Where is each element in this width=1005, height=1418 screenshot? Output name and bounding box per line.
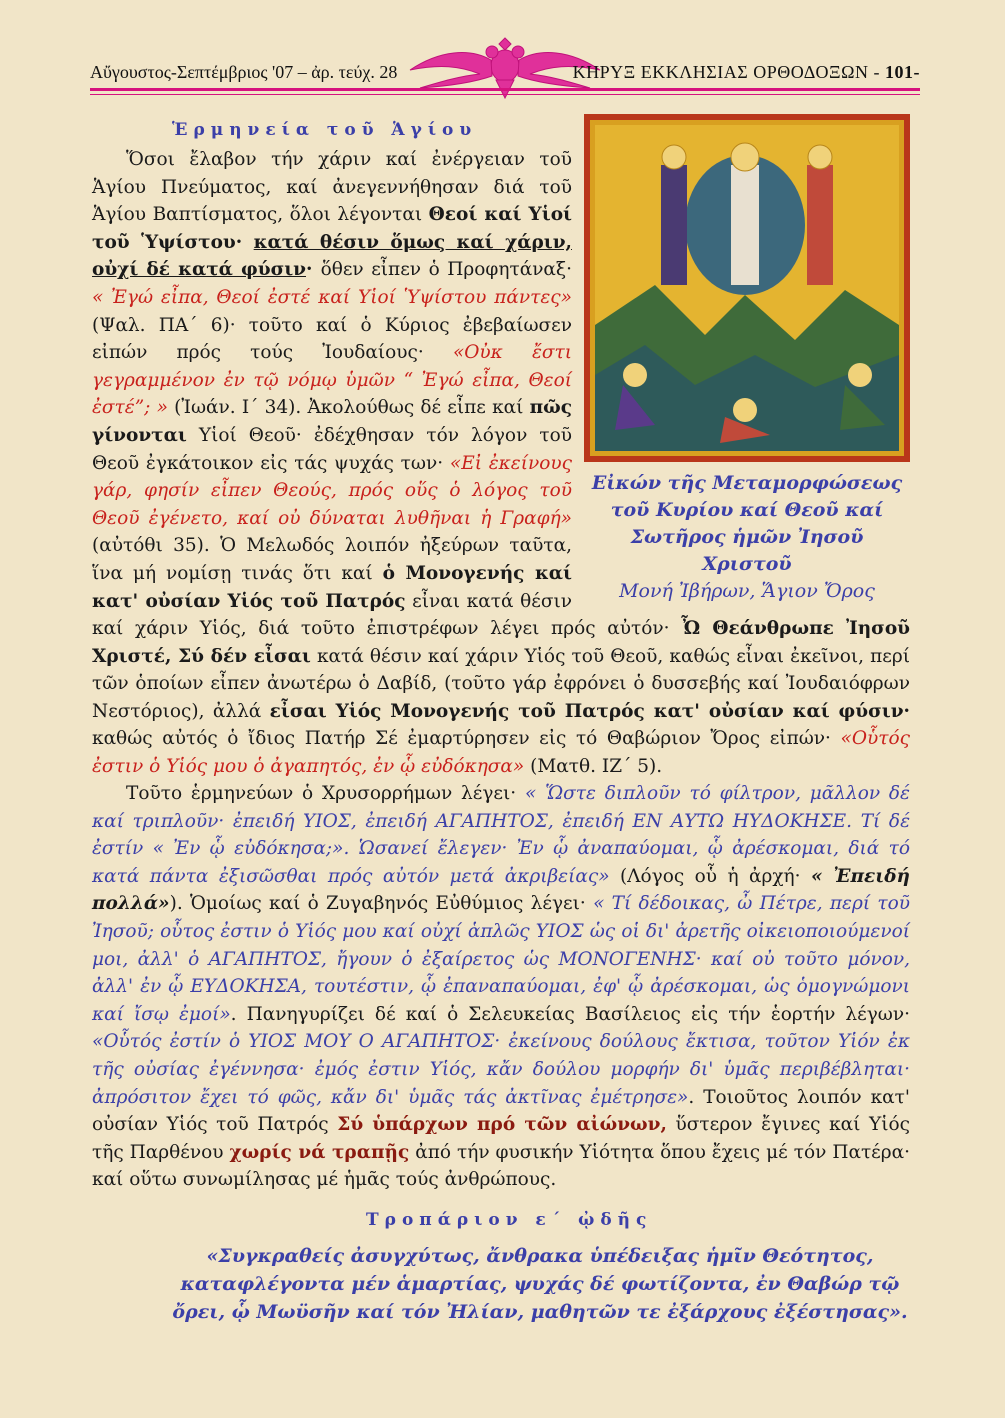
p2-text-1: Τοῦτο ἑρμηνεύων ὁ Χρυσορρήμων λέγει·	[126, 783, 525, 804]
p1-quote-4: «Οὗτός ἐστιν ὁ Υἱός μου ὁ ἀγαπητός, ἐν ᾧ εὐδόκησα»	[92, 728, 910, 778]
p1-text-2: ὅθεν εἶπεν ὁ Προφητάναξ·	[320, 259, 572, 281]
paragraph-2	[92, 780, 910, 1194]
p1-text-6: (αὐτόθι 35). Ὁ Μελωδός λοιπόν ἠξεύρων ταῦτα, ἵνα μή νομίσῃ τινάς ὅτι καί	[92, 535, 572, 584]
p1-bold-1: Θεοί καί Υἱοί τοῦ Ὑψίστου·	[92, 204, 572, 253]
p1-text-4: (Ἰωάν. Ι΄ 34). Ἀκολούθως δέ εἶπε καί	[167, 397, 530, 419]
journal-name: ΚΗΡΥΞ ΕΚΚΛΗΣΙΑΣ ΟΡΘΟΔΟΞΩΝ -	[572, 62, 880, 82]
p1-text-8: κατά θέσιν καί χάριν Υἱός τοῦ Θεοῦ, καθώς εἶναι ἐκεῖνοι, περί τῶν ὁποίων εἶπεν ἀνωτέρω ὁ Δαβίδ, (τοῦτο γάρ ἐφρόνει ὁ δυσσεβής καί Ἰουδαιόφρων Νεστόριος), ἀλλά	[92, 645, 910, 722]
troparion-text: «Συγκραθείς ἀσυγχύτως, ἄνθρακα ὑπέδειξας ἡμῖν Θεότητος, καταφλέγοντα μέν ἁμαρτίας, ψυχάς δέ φωτίζοντα, ἐν Θαβώρ τῷ ὄρει, ᾧ Μωϋσῆν καί τόν Ἠλίαν, μαθητῶν τε ἐξάρχους ἐξέστησας».	[172, 1245, 908, 1323]
p1-bold-6: εἶσαι Υἱός Μονογενής τοῦ Πατρός κατ' οὐσίαν καί φύσιν·	[269, 700, 910, 722]
p2-bold-1: « Ἐπειδή πολλά»	[92, 865, 910, 915]
p2-text-2: (Λόγος οὗ ἡ ἀρχή·	[609, 865, 811, 887]
p1-text-3: (Ψαλ. ΠΑ΄ 6)· τοῦτο καί ὁ Κύριος ἐβεβαίωσεν εἰπών πρός τούς Ἰουδαίους·	[92, 314, 572, 364]
journal-title	[573, 62, 920, 83]
p2-quote-basil: «Οὗτός ἐστίν ὁ ΥΙΟΣ ΜΟΥ Ο ΑΓΑΠΗΤΟΣ· ἐκείνους δούλους ἔκτισα, τοῦτον Υἱόν ἐκ τῆς οὐσίας ἐγέννησα· ἐμός ἐστιν Υἱός, κἄν δούλου μορφήν δι' ὑμᾶς περιβέβληται· ἀπρόσιτον ἔχει τό φῶς, κἄν δι' ὑμᾶς τάς ἀκτῖνας ἐμέτρησε»	[92, 1031, 910, 1108]
p1-text-9: καθώς αὐτός ὁ ἴδιος Πατήρ Σέ ἐμαρτύρησεν εἰς τό Θαβώριον Ὄρος εἰπών·	[92, 728, 841, 750]
p2-text-6: ὕστερον ἔγινες καί Υἱός τῆς Παρθένου	[92, 1114, 910, 1163]
p2-hymn-phrase-2: χωρίς νά τραπῇς	[229, 1141, 410, 1163]
p1-bold-5: Ὦ Θεάνθρωπε Ἰησοῦ Χριστέ, Σύ δέν εἶσαι	[92, 618, 910, 667]
p1-text-1: Ὅσοι ἔλαβον τήν χάριν καί ἐνέργειαν τοῦ Ἁγίου Πνεύματος, καί ἀνεγεννήθησαν διά τοῦ Ἁγίου Βαπτίσματος, ὅλοι λέγονται	[92, 149, 572, 226]
caption-line-1: Εἰκών τῆς Μεταμορφώσεως	[591, 472, 903, 494]
p1-text-7: εἶναι κατά θέσιν καί χάριν Υἱός, διά τοῦτο ἐπιστρέφων λέγει πρός αὐτόν·	[92, 590, 682, 640]
p1-quote-1: « Ἐγώ εἶπα, Θεοί ἐστέ καί Υἱοί Ὑψίστου πάντες»	[92, 286, 572, 308]
p1-text-5: Υἱοί Θεοῦ· ἐδέχθησαν τόν λόγον τοῦ Θεοῦ ἐγκάτοικον εἰς τάς ψυχάς των·	[92, 424, 572, 474]
p2-text-5: . Τοιοῦτος λοιπόν κατ' οὐσίαν Υἱός τοῦ Πατρός	[92, 1086, 910, 1136]
p2-quote-zygabenos: « Τί δέδοικας, ὦ Πέτρε, περί τοῦ Ἰησοῦ; οὗτος ἐστιν ὁ Υἱός μου καί οὐχί ἁπλῶς ΥΙΟΣ ὡς οἱ δι' ἀρετῆς οἰκειοποιούμενοί μοι, ἀλλ' ὁ ΑΓΑΠΗΤΟΣ, ἤγουν ὁ ἐξαίρετος ὡς ΜΟΝΟΓΕΝΗΣ· καί οὐ τοῦτο μόνον, ἀλλ' ἐν ᾧ ΕΥΔΟΚΗΣΑ, τουτέστιν, ᾧ ἐπαναπαύομαι, ἐφ' ᾧ ἀρέσκομαι, ὡς ὁμογνώμονι καί ἴσῳ ἐμοί»	[92, 893, 911, 1025]
p1-bold-3: πῶς γίνονται	[92, 397, 572, 446]
caption-line-2: τοῦ Κυρίου καί Θεοῦ καί	[610, 499, 884, 521]
header-rule	[90, 88, 920, 91]
p1-underlined-1: κατά θέσιν ὅμως καί χάριν, οὐχί δέ κατά φύσιν	[92, 231, 572, 281]
p2-text-4: . Πανηγυρίζει δέ καί ὁ Σελευκείας Βασίλειος εἰς τήν ἑορτήν λέγων·	[230, 1003, 910, 1025]
p2-text-3: ). Ὁμοίως καί ὁ Ζυγαβηνός Εὐθύμιος λέγει·	[169, 893, 594, 915]
issue-info: Αὔγουστος-Σεπτέμβριος '07 – ἀρ. τεύχ. 28	[90, 62, 398, 82]
page-header	[90, 30, 920, 100]
header-rule-thin	[90, 94, 920, 95]
caption-line-4: Μονή Ἰβήρων, Ἅγιον Ὄρος	[619, 580, 875, 602]
paragraph-1	[92, 146, 910, 781]
page-number: 101-	[885, 62, 920, 82]
section-title-interpretation: Ἑρμηνεία τοῦ Ἁγίου	[172, 120, 478, 140]
p2-quote-chrysostom: « Ὥστε διπλοῦν τό φίλτρον, μᾶλλον δέ καί τριπλοῦν· ἐπειδή ΥΙΟΣ, ἐπειδή ΑΓΑΠΗΤΟΣ, ἐπειδή ΕΝ ΑΥΤΩ ΗΥΔΟΚΗΣΕ. Τί δέ ἐστίν « Ἐν ᾧ εὐδόκησα;». Ὡσανεί ἔλεγεν· Ἐν ᾧ ἀναπαύομαι, ᾧ ἀρέσκομαι, διά τό κατά πάντα ἐξισῶσθαι πρός αὐτόν μετά ἀκριβείας»	[92, 783, 910, 887]
p1-bold-4: ὁ Μονογενής καί κατ' οὐσίαν Υἱός τοῦ Πατρός	[92, 562, 572, 612]
caption-line-3: Σωτῆρος ἡμῶν Ἰησοῦ Χριστοῦ	[630, 526, 864, 575]
p1-quote-3: «Εἰ ἐκείνους γάρ, φησίν εἶπεν Θεούς, πρός οὕς ὁ λόγος τοῦ Θεοῦ ἐγένετο, καί οὐ δύναται λυθῆναι ἡ Γραφή»	[92, 452, 572, 529]
icon-wrap-spacer	[572, 146, 910, 590]
p2-text-7: ἀπό τήν φυσικήν Υἱότητα ὅπου ἔχεις μέ τόν Πατέρα· καί οὕτω συνωμίλησας μέ ἡμᾶς τούς ἀνθρώπους.	[92, 1141, 911, 1191]
p1-quote-2: «Οὐκ ἔστι γεγραμμένον ἐν τῷ νόμῳ ὑμῶν “ Ἐγώ εἶπα, Θεοί ἐστέ”; »	[92, 342, 572, 419]
p1-bold-2: ·	[306, 259, 321, 281]
section-title-troparion: Τροπάριον ε΄ ᾠδῆς	[366, 1210, 653, 1230]
p1-text-10: (Ματθ. ΙΖ΄ 5).	[524, 756, 663, 778]
p2-hymn-phrase-1: Σύ ὑπάρχων πρό τῶν αἰώνων,	[337, 1114, 667, 1136]
